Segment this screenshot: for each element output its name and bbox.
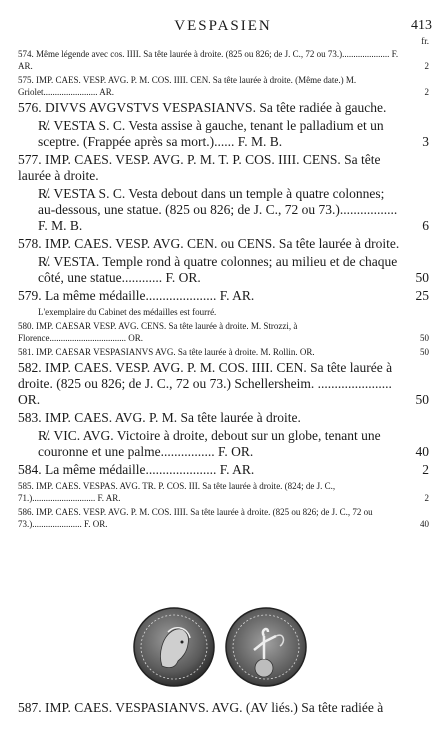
entry-text: R̸. VESTA S. C. Vesta debout dans un temple à quatre colonnes; au-dessous, une statue. (825 ou 826; de J. C., 72 ou 73.)................. F. M. B. — [38, 186, 398, 233]
entry-text: 575. IMP. CAES. VESP. AVG. P. M. COS. IIII. CEN. Sa tête laurée à droite. (Même date.) M. Griolet........................ AR. — [18, 75, 357, 97]
entry-text: 577. IMP. CAES. VESP. AVG. P. M. T. P. COS. IIII. CENS. Sa tête laurée à droite. — [18, 152, 381, 183]
catalog-entry-586 — [18, 506, 429, 530]
catalog-entry-585 — [18, 480, 429, 504]
entry-value: 2 — [424, 493, 429, 503]
entry-value: 2 — [424, 87, 429, 97]
entry-text: L'exemplaire du Cabinet des médailles est fourré. — [38, 307, 217, 317]
entry-value: 2 — [422, 462, 429, 477]
entry-value: 40 — [415, 444, 429, 459]
catalog-entries — [18, 48, 429, 530]
catalog-entry-576-reverse — [18, 118, 429, 150]
catalog-entry-578-reverse — [18, 254, 429, 286]
entry-text: 585. IMP. CAES. VESPAS. AVG. TR. P. COS. III. Sa tête laurée à droite. (824; de J. C., 71.)............................ F. AR. — [18, 481, 336, 503]
entry-value: 40 — [420, 519, 429, 529]
running-title: VESPASIEN — [174, 18, 272, 34]
coin-reverse-image — [224, 606, 308, 688]
entry-value: 50 — [415, 392, 429, 407]
entry-text: R̸. VESTA S. C. Vesta assise à gauche, tenant le palladium et un sceptre. (Frappée après sa mort.)...... F. M. B. — [38, 118, 384, 149]
entry-text: 581. IMP. CAESAR VESPASIANVS AVG. Sa tête laurée à droite. M. Rollin. OR. — [18, 347, 315, 357]
entry-text: 579. La même médaille..................... F. AR. — [18, 288, 255, 303]
catalog-entry-576 — [18, 100, 402, 116]
entry-text: 578. IMP. CAES. VESP. AVG. CEN. ou CENS. Sa tête laurée à droite. — [18, 236, 400, 251]
catalog-entry-580 — [18, 320, 429, 344]
catalog-entry-587: 587. IMP. CAES. VESPASIANVS. AVG. (AV liés.) Sa tête radiée à — [18, 700, 384, 715]
catalog-entry-578 — [18, 236, 402, 252]
currency-unit: fr. — [421, 36, 429, 46]
catalog-entry-584 — [18, 462, 429, 478]
entry-text: R̸. VESTA. Temple rond à quatre colonnes; au milieu et de chaque côté, une statue............ F. OR. — [38, 254, 398, 285]
catalog-entry-581 — [18, 346, 429, 358]
entry-text: 580. IMP. CAESAR VESP. AVG. CENS. Sa tête laurée à droite. M. Strozzi, à Florence.................................. OR. — [18, 321, 298, 343]
catalog-entry-575 — [18, 74, 429, 98]
entry-value: 50 — [420, 347, 429, 357]
entry-text: R̸. VIC. AVG. Victoire à droite, debout sur un globe, tenant une couronne et une palme................ F. OR. — [38, 428, 381, 459]
entry-value: 2 — [424, 61, 429, 71]
catalog-entry-583 — [18, 410, 402, 426]
entry-text: 574. Même légende avec cos. IIII. Sa tête laurée à droite. (825 ou 826; de J. C., 72 ou 73.)..................... F. AR. — [18, 49, 399, 71]
page-number: 413 — [411, 18, 432, 33]
catalog-entry-583-reverse — [18, 428, 429, 460]
catalog-entry-579-note — [18, 306, 402, 318]
entry-text: 576. DIVVS AVGVSTVS VESPASIANVS. Sa tête radiée à gauche. — [18, 100, 387, 115]
catalog-entry-582 — [18, 360, 429, 408]
entry-text: 583. IMP. CAES. AVG. P. M. Sa tête laurée à droite. — [18, 410, 301, 425]
entry-value: 50 — [420, 333, 429, 343]
entry-text: 586. IMP. CAES. VESP. AVG. P. M. COS. IIII. Sa tête laurée à droite. (825 ou 826; de J. C., 72 ou 73.)...................... F. OR. — [18, 507, 373, 529]
entry-value: 25 — [415, 288, 429, 303]
entry-text: 584. La même médaille..................... F. AR. — [18, 462, 255, 477]
entry-value: 6 — [422, 218, 429, 233]
catalog-entry-574 — [18, 48, 429, 72]
entry-value: 50 — [415, 270, 429, 285]
catalog-entry-577 — [18, 152, 402, 184]
catalog-entry-579 — [18, 288, 429, 304]
entry-value: 3 — [422, 134, 429, 149]
coin-illustration — [132, 606, 312, 688]
catalog-entry-577-reverse — [18, 186, 429, 234]
page-header — [0, 14, 446, 44]
entry-text: 582. IMP. CAES. VESP. AVG. P. M. COS. IIII. CEN. Sa tête laurée à droite. (825 ou 826; de J. C., 72 ou 73.) Schellersheim. ...................... OR. — [18, 360, 393, 407]
coin-obverse-image — [132, 606, 216, 688]
